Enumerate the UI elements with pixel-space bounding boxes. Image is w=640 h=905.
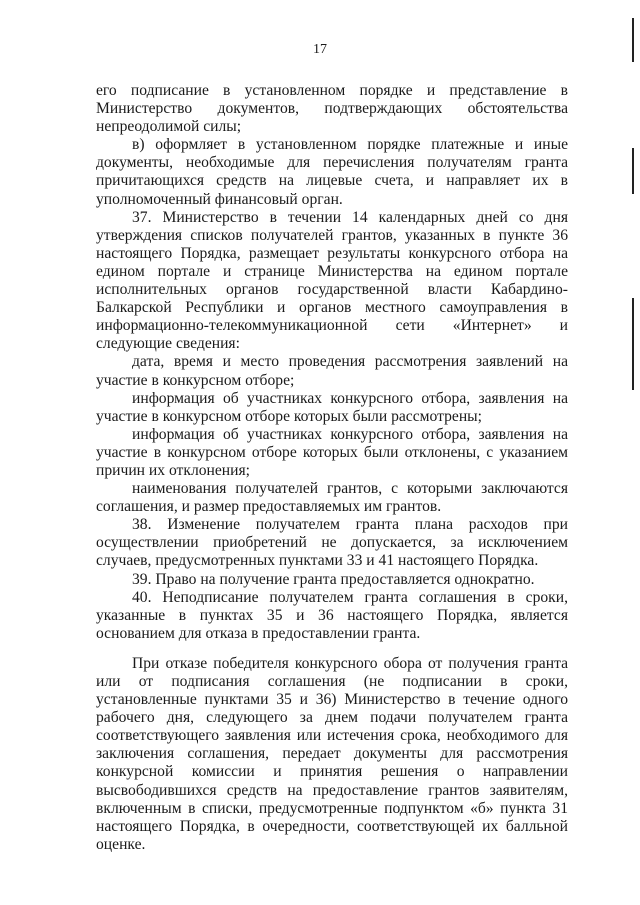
paragraph-item-38: 38. Изменение получателем гранта плана расходов при осуществлении приобретений не допускается, за исключением случаев, предусмотренных пунктами 33 и 41 настоящего Порядка.	[96, 516, 568, 570]
paragraph-item-39: 39. Право на получение гранта предоставляется однократно.	[132, 570, 535, 588]
paragraph-info-rejected: информация об участниках конкурсного отбора, заявления на участие в конкурсном отборе которых были отклонены, с указанием причин их отклонения;	[96, 425, 568, 479]
paragraph-info-considered: информация об участниках конкурсного отбора, заявления на участие в конкурсном отборе которых были рассмотрены;	[96, 389, 568, 425]
page-number: 17	[313, 42, 327, 57]
paragraph-info-date: дата, время и место проведения рассмотрения заявлений на участие в конкурсном отборе;	[96, 353, 568, 389]
document-body	[96, 82, 568, 854]
margin-mark-middle	[632, 148, 634, 194]
paragraph-refusal: При отказе победителя конкурсного обора от получения гранта или от подписания соглашения (не подписании в сроки, установленные пунктами 35 и 36) Министерство в течение одного рабочего дня, следующего за днем подачи получателем гранта соответствующего заявления или истечения срока, необходимого для заключения соглашения, передает документы для рассмотрения конкурсной комиссии и принятия решения о направлении высвободившихся средств на предоставление грантов заявителям, включенным в списки, предусмотренные подпунктом «б» пункта 31 настоящего Порядка, в очередности, соответствующей их балльной оценке.	[96, 654, 568, 853]
margin-mark-lower	[632, 298, 634, 390]
paragraph-item-37: 37. Министерство в течении 14 календарных дней со дня утверждения списков получателей грантов, указанных в пункте 36 настоящего Порядка, размещает результаты конкурсного отбора на едином портале и странице Министерства на едином портале исполнительных органов государственной власти Кабардино-Балкарской Республики и органов местного самоуправления в информационно-телекоммуникационной сети «Интернет» и следующие сведения:	[96, 208, 568, 353]
paragraph-continuation: его подписание в установленном порядке и представление в Министерство документов, подтверждающих обстоятельства непреодолимой силы;	[96, 82, 568, 136]
paragraph-item-40: 40. Неподписание получателем гранта соглашения в сроки, указанные в пунктах 35 и 36 настоящего Порядка, является основанием для отказа в предоставлении гранта.	[96, 588, 568, 642]
paragraph-info-recipients: наименования получателей грантов, с которыми заключаются соглашения, и размер предоставляемых им грантов.	[96, 480, 568, 516]
paragraph-subitem-v: в) оформляет в установленном порядке платежные и иные документы, необходимые для перечисления получателям гранта причитающихся средств на лицевые счета, и направляет их в уполномоченный финансовый орган.	[96, 136, 568, 208]
paragraph-gap	[96, 643, 568, 655]
margin-mark-top	[632, 18, 634, 62]
